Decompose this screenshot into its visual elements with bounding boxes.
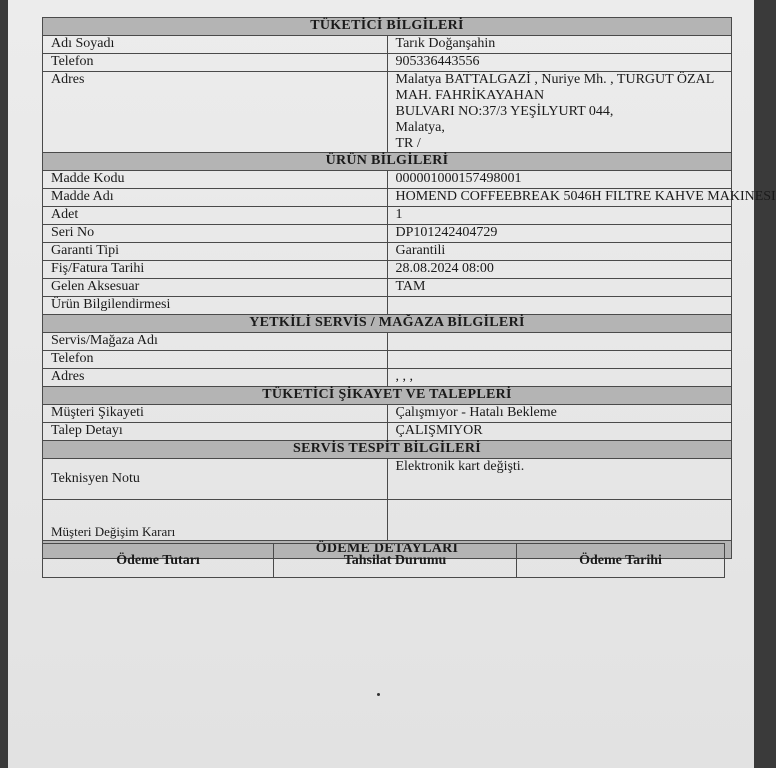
field-value: Tarık Doğanşahin: [387, 36, 732, 54]
address-value: [387, 72, 732, 153]
table-row: [43, 423, 732, 441]
field-value: [387, 333, 732, 351]
field-value: Çalışmıyor - Hatalı Bekleme: [387, 405, 732, 423]
table-row: [43, 369, 732, 387]
field-value: [387, 297, 732, 315]
table-row: [43, 544, 725, 578]
address-line: BULVARI NO:37/3 YEŞİLYURT 044,: [395, 104, 614, 119]
table-row: [43, 225, 732, 243]
column-header: Ödeme Tutarı: [43, 544, 274, 578]
field-value: 905336443556: [387, 54, 732, 72]
table-row: [43, 171, 732, 189]
service-form-table: [42, 17, 776, 559]
payment-table: [42, 543, 725, 578]
field-label: Telefon: [43, 351, 388, 369]
field-value: DP101242404729: [387, 225, 732, 243]
table-row: [43, 36, 732, 54]
field-label: Gelen Aksesuar: [43, 279, 388, 297]
address-line: Malatya,: [395, 120, 445, 135]
field-label: Ürün Bilgilendirmesi: [43, 297, 388, 315]
address-line: Malatya BATTALGAZİ , Nuriye Mh. , TURGUT ÖZAL MAH. FAHRİKAYAHAN: [395, 72, 714, 103]
paper-speck: [377, 693, 380, 696]
table-row: [43, 405, 732, 423]
field-value: 28.08.2024 08:00: [387, 261, 732, 279]
field-label: Adres: [43, 72, 388, 153]
field-label: Talep Detayı: [43, 423, 388, 441]
field-label: Adı Soyadı: [43, 36, 388, 54]
section-title-payment: ÖDEME DETAYLARI: [43, 541, 732, 559]
field-label: Servis/Mağaza Adı: [43, 333, 388, 351]
column-header: Tahsilat Durumu: [274, 544, 517, 578]
table-row: [43, 261, 732, 279]
table-row: [43, 72, 732, 153]
field-label: Fiş/Fatura Tarihi: [43, 261, 388, 279]
field-label: Madde Kodu: [43, 171, 388, 189]
field-value: 1: [387, 207, 732, 225]
field-label: Garanti Tipi: [43, 243, 388, 261]
section-title-diagnosis: SERVİS TESPİT BİLGİLERİ: [43, 441, 732, 459]
field-label: Adet: [43, 207, 388, 225]
field-label: Telefon: [43, 54, 388, 72]
table-row: [43, 279, 732, 297]
field-label: Müşteri Şikayeti: [43, 405, 388, 423]
table-row: [43, 54, 732, 72]
table-row: [43, 459, 732, 500]
field-label: Teknisyen Notu: [43, 459, 388, 500]
section-title-service: YETKİLİ SERVİS / MAĞAZA BİLGİLERİ: [43, 315, 732, 333]
column-header: Ödeme Tarihi: [517, 544, 725, 578]
table-row: [43, 500, 732, 541]
field-value: 000001000157498001: [387, 171, 732, 189]
field-value: Garantili: [387, 243, 732, 261]
field-value: [387, 500, 732, 541]
field-label: Adres: [43, 369, 388, 387]
table-row: [43, 207, 732, 225]
address-line: TR /: [395, 136, 421, 151]
field-label: Madde Adı: [43, 189, 388, 207]
table-row: [43, 351, 732, 369]
field-value: , , ,: [387, 369, 732, 387]
field-value: TAM: [387, 279, 732, 297]
field-label: Seri No: [43, 225, 388, 243]
section-title-consumer: TÜKETİCİ BİLGİLERİ: [43, 18, 732, 36]
field-value: Elektronik kart değişti.: [387, 459, 732, 500]
field-value: ÇALIŞMIYOR: [387, 423, 732, 441]
table-row: [43, 243, 732, 261]
field-value: [387, 351, 732, 369]
table-row: [43, 189, 732, 207]
table-row: [43, 333, 732, 351]
section-title-product: ÜRÜN BİLGİLERİ: [43, 153, 732, 171]
field-label: Müşteri Değişim Kararı: [43, 500, 388, 541]
table-row: [43, 297, 732, 315]
section-title-complaint: TÜKETİCİ ŞİKAYET VE TALEPLERİ: [43, 387, 732, 405]
field-value: HOMEND COFFEEBREAK 5046H FILTRE KAHVE MAKINESI: [387, 189, 732, 207]
